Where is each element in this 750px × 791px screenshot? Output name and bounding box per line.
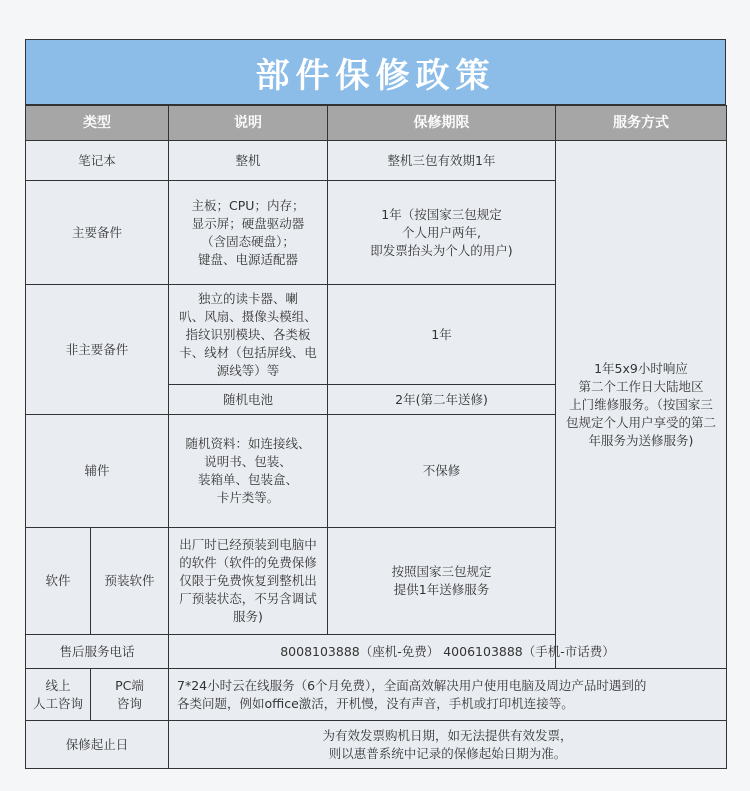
service-line: 上门维修服务。（按国家三 (569, 396, 713, 412)
start-date-line: 则以惠普系统中记录的保修起始日期为准。 (328, 745, 567, 761)
period-cell (328, 528, 556, 635)
subtype-cell: 预装软件 (91, 528, 169, 635)
hotline-value: 8008103888（座机-免费） 4006103888（手机-市话费） (169, 635, 727, 669)
period-line: 提供1年送修服务 (393, 582, 490, 597)
type-cell: 笔记本 (26, 141, 169, 181)
description-cell (169, 528, 328, 635)
online-sublabel-line: PC端 (115, 677, 144, 693)
period-cell: 不保修 (328, 415, 556, 528)
header-type: 类型 (26, 106, 169, 141)
description-line: 指纹识别模块、各类板 (185, 326, 311, 342)
online-value-line: 7*24小时云在线服务（6个月免费），全面高效解决用户使用电脑及周边产品时遇到的 (177, 677, 647, 693)
description-cell (169, 285, 328, 385)
period-cell: 1年 (328, 285, 556, 385)
period-cell: 2年(第二年送修) (328, 385, 556, 415)
period-cell: 整机三包有效期1年 (328, 141, 556, 181)
start-date-line: 为有效发票购机日期，如无法提供有效发票， (322, 727, 573, 743)
description-line: 显示屏；硬盘驱动器 (191, 215, 305, 231)
service-line: 1年5x9小时响应 (594, 360, 688, 376)
online-label-line: 人工咨询 (32, 695, 83, 711)
description-line: 随机资料：如连接线、 (185, 436, 311, 451)
start-date-row (26, 721, 727, 769)
description-line: 厂预装状态，不另含调试 (179, 591, 317, 606)
start-date-label: 保修起止日 (26, 721, 169, 769)
description-cell: 随机电池 (169, 385, 328, 415)
period-line: 即发票抬头为个人的用户) (370, 242, 513, 258)
warranty-policy-sheet (25, 39, 726, 769)
header-description: 说明 (169, 106, 328, 141)
hotline-row (26, 635, 727, 669)
page-title: 部件保修政策 (25, 39, 726, 105)
period-cell (328, 181, 556, 285)
description-line: 叭、风扇、摄像头模组、 (179, 308, 317, 324)
description-line: 键盘、电源适配器 (197, 251, 298, 267)
description-line: 卡、线材（包括屏线、电 (179, 344, 317, 360)
description-line: 独立的读卡器、喇 (197, 290, 298, 306)
description-line: 装箱单、包装盒、 (197, 472, 298, 487)
start-date-value (169, 721, 727, 769)
hotline-label: 售后服务电话 (26, 635, 169, 669)
description-line: 主板；CPU；内存； (191, 197, 305, 213)
online-row (26, 669, 727, 721)
warranty-table (25, 105, 727, 769)
period-line: 1年（按国家三包规定 (381, 206, 502, 222)
header-period: 保修期限 (328, 106, 556, 141)
table-row (26, 141, 727, 181)
description-line: 源线等）等 (216, 362, 280, 378)
description-line: 的软件（软件的免费保修 (179, 555, 317, 570)
type-cell: 主要备件 (26, 181, 169, 285)
service-method-cell (556, 141, 727, 669)
description-cell (169, 415, 328, 528)
online-value-line: 各类问题，例如office激活，开机慢，没有声音，手机或打印机连接等。 (177, 695, 574, 711)
description-line: 服务) (233, 609, 263, 624)
period-line: 按照国家三包规定 (391, 564, 492, 579)
online-sublabel (91, 669, 169, 721)
description-line: （含固态硬盘）； (201, 233, 295, 249)
period-line: 个人用户两年, (402, 224, 481, 240)
online-label (26, 669, 91, 721)
type-cell: 辅件 (26, 415, 169, 528)
description-cell: 整机 (169, 141, 328, 181)
description-line: 出厂时已经预装到电脑中 (179, 537, 317, 552)
type-cell: 非主要备件 (26, 285, 169, 415)
header-row (26, 106, 727, 141)
service-line: 第二个工作日大陆地区 (578, 378, 704, 394)
online-value (169, 669, 727, 721)
description-line: 说明书、包装、 (204, 454, 292, 469)
service-line: 年服务为送修服务) (588, 432, 694, 448)
service-line: 包规定个人用户享受的第二 (565, 414, 716, 430)
header-service: 服务方式 (556, 106, 727, 141)
description-line: 仅限于免费恢复到整机出 (179, 573, 317, 588)
online-sublabel-line: 咨询 (116, 695, 142, 711)
description-cell (169, 181, 328, 285)
online-label-line: 线上 (45, 677, 71, 693)
description-line: 卡片类等。 (216, 490, 280, 505)
type-cell: 软件 (26, 528, 91, 635)
